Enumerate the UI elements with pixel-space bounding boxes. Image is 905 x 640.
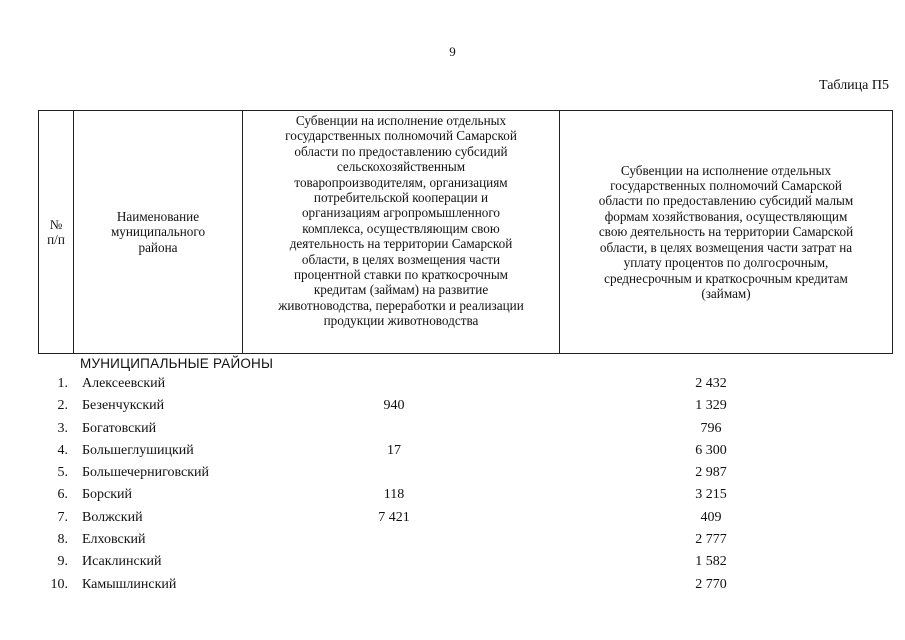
subsidy-small-farms-value: 2 770: [695, 576, 727, 592]
subsidy-small-farms-value: 2 987: [695, 465, 727, 481]
table-label: Таблица П5: [819, 78, 889, 93]
subsidy-small-farms-value: 2 777: [695, 532, 727, 548]
subsidy-small-farms-value: 796: [700, 420, 722, 436]
row-number: 3.: [57, 420, 68, 436]
district-name: Камышлинский: [82, 576, 177, 592]
district-name: Борский: [82, 487, 133, 503]
table-row: [38, 551, 880, 573]
table-body: [38, 373, 880, 596]
subsidy-small-farms-value: 1 582: [695, 554, 727, 570]
district-name: Богатовский: [82, 420, 157, 436]
district-name: Большечерниговский: [82, 465, 210, 481]
header-row: [39, 111, 893, 354]
table-row: [38, 574, 880, 596]
subsidy-livestock-value: 940: [383, 398, 405, 414]
district-name: Елховский: [82, 532, 146, 548]
district-name: Исаклинский: [82, 554, 162, 570]
row-number: 8.: [57, 532, 68, 548]
district-name: Волжский: [82, 509, 143, 525]
district-name: Большеглушицкий: [82, 442, 194, 458]
section-title: МУНИЦИПАЛЬНЫЕ РАЙОНЫ: [80, 356, 274, 371]
subsidy-small-farms-value: 1 329: [695, 398, 727, 414]
table-row: [38, 440, 880, 462]
subsidy-livestock-value: 7 421: [378, 509, 410, 525]
subsidy-small-farms-value: 3 215: [695, 487, 727, 503]
table-header: [38, 110, 893, 354]
subsidy-livestock-value: 118: [383, 487, 405, 503]
row-number: 4.: [57, 442, 68, 458]
header-district-name-text: Наименование муниципального района: [110, 208, 206, 255]
table-row: [38, 395, 880, 417]
subsidy-small-farms-value: 6 300: [695, 442, 727, 458]
table-row: [38, 529, 880, 551]
table-row: [38, 373, 880, 395]
subsidy-livestock-value: 17: [387, 442, 401, 458]
header-subsidy-livestock: [243, 111, 560, 354]
header-subsidy-livestock-text: Субвенции на исполнение отдельных государственных полномочий Самарской области по предоставлению субсидий сельскохозяйственным товаропроизводителям, организациям потребительской кооперации и организациям агропромышленного комплекса, осуществляющим свою деятельность на территории Самарской области, в целях возмещения части процентной ставки по краткосрочным кредитам (займам) на развитие животноводства, переработки и реализации продукции животноводства: [278, 113, 524, 329]
subsidy-small-farms-value: 409: [700, 509, 722, 525]
row-number: 1.: [57, 376, 68, 391]
row-number: 6.: [57, 487, 68, 503]
table-row: [38, 462, 880, 484]
header-district-name: [74, 111, 243, 354]
table-row: [38, 484, 880, 506]
row-number: 10.: [50, 576, 68, 592]
table-row: [38, 507, 880, 529]
header-subsidy-small-farms-text: Субвенции на исполнение отдельных государственных полномочий Самарской области по предоставлению субсидий малым формам хозяйствования, осуществляющим свою деятельность на территории Самарской области, в целях возмещения части затрат на уплату процентов по долгосрочным, среднесрочным и краткосрочным кредитам (займам): [598, 162, 854, 301]
district-name: Безенчукский: [82, 398, 165, 414]
row-number: 9.: [57, 554, 68, 570]
row-number: 7.: [57, 509, 68, 525]
table-row: [38, 418, 880, 440]
row-number: 5.: [57, 465, 68, 481]
header-subsidy-small-farms: [560, 111, 893, 354]
row-number: 2.: [57, 398, 68, 414]
subsidy-small-farms-value: 2 432: [695, 376, 727, 391]
header-number: [39, 111, 74, 354]
district-name: Алексеевский: [82, 376, 166, 391]
page-number: 9: [449, 44, 456, 59]
header-number-text: № п/п: [47, 216, 65, 247]
